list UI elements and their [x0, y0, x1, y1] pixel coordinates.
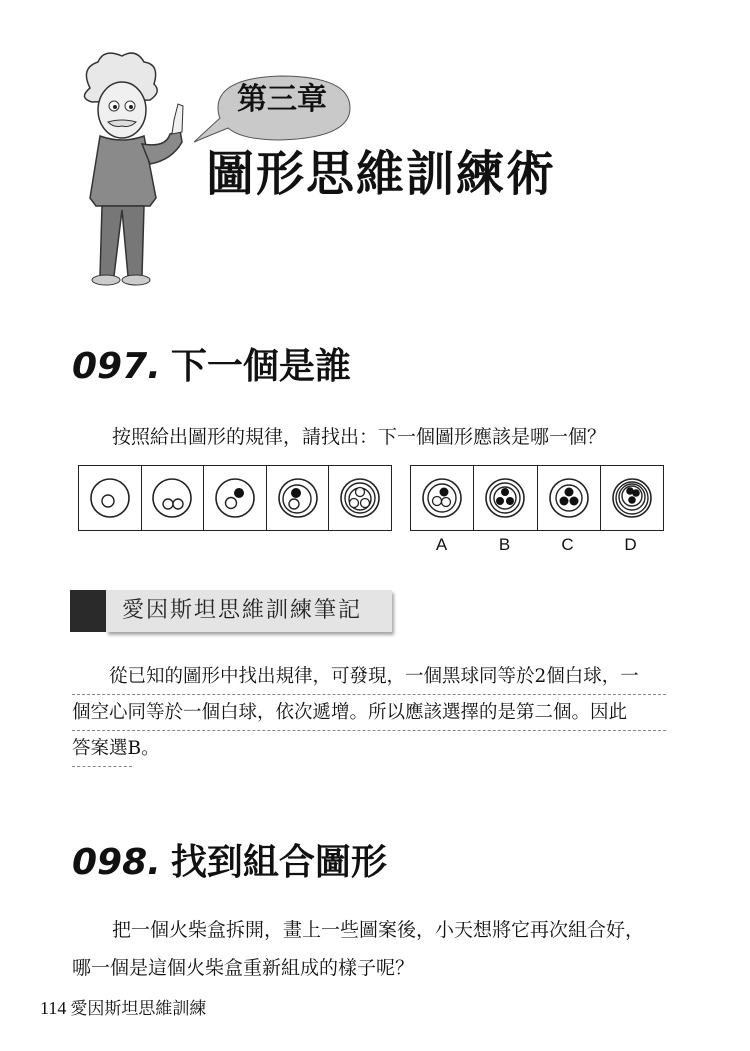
note-line-2: 個空心同等於一個白球，依次遞增。所以應該選擇的是第二個。因此	[72, 696, 666, 731]
question-number: 097.	[72, 346, 161, 387]
option-label-b: B	[498, 535, 511, 554]
chapter-label: 第三章	[237, 82, 327, 117]
question-098-prompt-line-1: 把一個火柴盒拆開，畫上一些圖案後，小天想將它再次組合好，	[112, 919, 645, 941]
option-c-figure[interactable]	[538, 466, 601, 530]
question-098-heading	[72, 834, 387, 890]
option-d-figure[interactable]	[601, 466, 663, 530]
sequence-figures	[78, 465, 392, 531]
einstein-illustration	[70, 48, 200, 298]
sequence-figure-3	[204, 466, 267, 530]
option-label-c: C	[561, 535, 574, 554]
page-footer	[40, 996, 206, 1021]
book-title: 愛因斯坦思維訓練	[70, 999, 207, 1019]
sequence-figure-1	[79, 466, 142, 530]
note-line-1: 從已知的圖形中找出規律，可發現，一個黑球同等於2個白球，一	[72, 660, 666, 695]
option-label-a: A	[435, 535, 448, 554]
question-097-prompt: 按照給出圖形的規律，請找出：下一個圖形應該是哪一個？	[112, 426, 607, 448]
option-label-d: D	[624, 535, 637, 554]
question-number: 098.	[72, 842, 161, 883]
page-number: 114	[40, 998, 67, 1018]
option-a-figure[interactable]	[411, 466, 474, 530]
note-line-3: 答案選B。	[72, 732, 132, 767]
sequence-figure-5	[329, 466, 391, 530]
question-title: 下一個是誰	[170, 346, 351, 387]
sequence-figure-2	[142, 466, 205, 530]
option-b-figure[interactable]	[474, 466, 537, 530]
notes-banner	[70, 590, 392, 632]
notes-title: 愛因斯坦思維訓練筆記	[122, 598, 363, 623]
chapter-title: 圖形思維訓練術	[206, 146, 557, 202]
sequence-figure-4	[267, 466, 330, 530]
question-title: 找到組合圖形	[170, 842, 387, 883]
question-098-prompt-line-2: 哪一個是這個火柴盒重新組成的樣子呢？	[72, 957, 415, 979]
notes-banner-tab	[70, 590, 110, 632]
question-097-heading	[72, 338, 351, 394]
answer-options	[410, 465, 664, 531]
option-labels	[410, 535, 662, 555]
